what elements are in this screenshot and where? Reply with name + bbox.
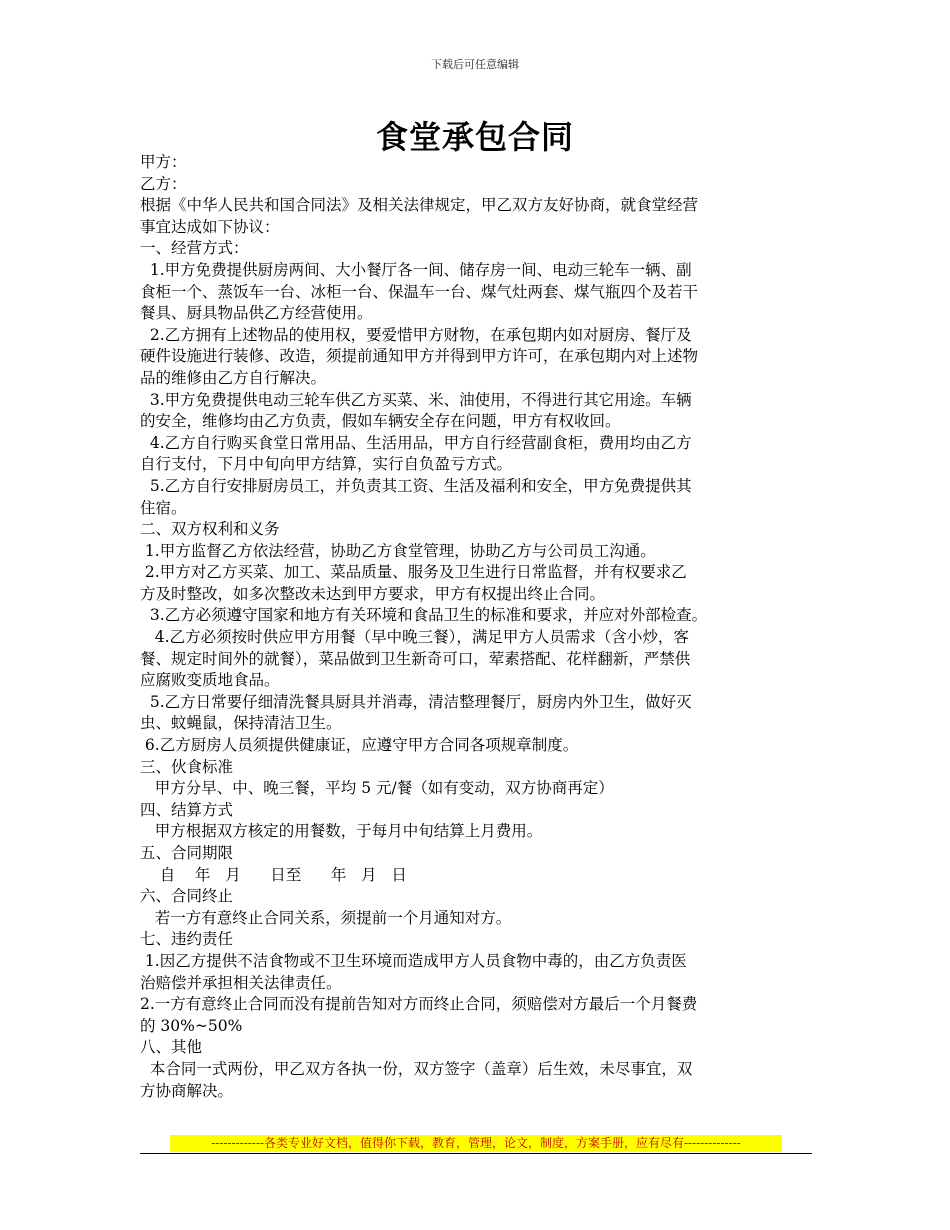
contract-body xyxy=(140,152,812,1102)
text-line: 根据《中华人民共和国合同法》及相关法律规定，甲乙双方友好协商，就食堂经营 xyxy=(140,196,699,215)
text-line: 住宿。 xyxy=(140,498,187,517)
text-line: 本合同一式两份，甲乙双方各执一份，双方签字（盖章）后生效，未尽事宜，双 xyxy=(140,1059,693,1078)
text-line: 餐、规定时间外的就餐），菜品做到卫生新奇可口，荤素搭配、花样翻新，严禁供 xyxy=(140,649,691,668)
text-line: 应腐败变质地食品。 xyxy=(140,671,280,690)
text-line: 4.乙方自行购买食堂日常用品、生活用品，甲方自行经营副食柜，费用均由乙方 xyxy=(140,433,692,452)
text-line: 2.甲方对乙方买菜、加工、菜品质量、服务及卫生进行日常监督，并有权要求乙 xyxy=(140,563,687,582)
header-note: 下载后可任意编辑 xyxy=(431,58,519,71)
text-line: 六、合同终止 xyxy=(140,887,234,906)
text-line: 七、违约责任 xyxy=(140,930,234,949)
text-line: 1.甲方免费提供厨房两间、大小餐厅各一间、储存房一间、电动三轮车一辆、副 xyxy=(140,260,692,279)
text-line: 硬件设施进行装修、改造，须提前通知甲方并得到甲方许可，在承包期内对上述物 xyxy=(140,347,699,366)
text-line: 1.甲方监督乙方依法经营，协助乙方食堂管理，协助乙方与公司员工沟通。 xyxy=(140,541,656,560)
text-line: 食柜一个、蒸饭车一台、冰柜一台、保温车一台、煤气灶两套、煤气瓶四个及若干 xyxy=(140,282,699,301)
text-line: 5.乙方日常要仔细清洗餐具厨具并消毒，清洁整理餐厅，厨房内外卫生，做好灭 xyxy=(140,692,692,711)
text-line: 甲方： xyxy=(140,153,187,171)
text-line: 四、结算方式 xyxy=(140,800,234,819)
document-title: 食堂承包合同 xyxy=(375,118,574,156)
text-line: 的 30%~50% xyxy=(140,1016,243,1035)
text-line: 事宜达成如下协议： xyxy=(140,217,280,236)
text-line: 3.乙方必须遵守国家和地方有关环境和食品卫生的标准和要求，并应对外部检查。 xyxy=(140,606,708,625)
text-line: 五、合同期限 xyxy=(140,844,234,862)
text-line: 2.一方有意终止合同而没有提前告知对方而终止合同，须赔偿对方最后一个月餐费 xyxy=(140,995,698,1014)
footer-divider xyxy=(140,1153,812,1154)
text-line: 三、伙食标准 xyxy=(140,757,234,776)
text-line: 4.乙方必须按时供应甲方用餐（早中晚三餐），满足甲方人员需求（含小炒，客 xyxy=(140,628,689,647)
text-line: 一、经营方式： xyxy=(140,239,249,258)
text-line: 虫、蚊蝇鼠，保持清洁卫生。 xyxy=(140,714,342,733)
text-line: 3.甲方免费提供电动三轮车供乙方买菜、米、油使用，不得进行其它用途。车辆 xyxy=(140,390,692,409)
text-line: 二、双方权利和义务 xyxy=(140,520,280,539)
footer-banner: -------------各类专业好文档，值得你下载，教育，管理，论文，制度，方案手册，应有尽有-------------- xyxy=(170,1135,782,1152)
text-line: 2.乙方拥有上述物品的使用权，要爱惜甲方财物，在承包期内如对厨房、餐厅及 xyxy=(140,325,692,344)
text-line: 品的维修由乙方自行解决。 xyxy=(140,368,327,387)
text-line: 方及时整改，如多次整改未达到甲方要求，甲方有权提出终止合同。 xyxy=(140,584,606,603)
text-line: 自行支付，下月中旬向甲方结算，实行自负盈亏方式。 xyxy=(140,455,513,474)
text-line: 甲方根据双方核定的用餐数，于每月中旬结算上月费用。 xyxy=(140,822,543,841)
text-line: 治赔偿并承担相关法律责任。 xyxy=(140,973,342,992)
text-line: 1.因乙方提供不洁食物或不卫生环境而造成甲方人员食物中毒的，由乙方负责医 xyxy=(140,951,687,970)
text-line: 自 年 月 日至 年 月 日 xyxy=(140,865,407,884)
text-line: 餐具、厨具物品供乙方经营使用。 xyxy=(140,304,373,323)
text-line: 八、其他 xyxy=(140,1038,203,1057)
text-line: 乙方： xyxy=(140,174,187,193)
text-line: 的安全，维修均由乙方负责，假如车辆安全存在问题，甲方有权收回。 xyxy=(140,412,621,431)
text-line: 5.乙方自行安排厨房员工，并负责其工资、生活及福利和安全，甲方免费提供其 xyxy=(140,476,692,495)
text-line: 甲方分早、中、晚三餐，平均 5 元/餐（如有变动，双方协商再定） xyxy=(140,779,614,798)
text-line: 若一方有意终止合同关系，须提前一个月通知对方。 xyxy=(140,908,512,927)
text-line: 6.乙方厨房人员须提供健康证，应遵守甲方合同各项规章制度。 xyxy=(140,736,579,755)
text-line: 方协商解决。 xyxy=(140,1081,234,1100)
